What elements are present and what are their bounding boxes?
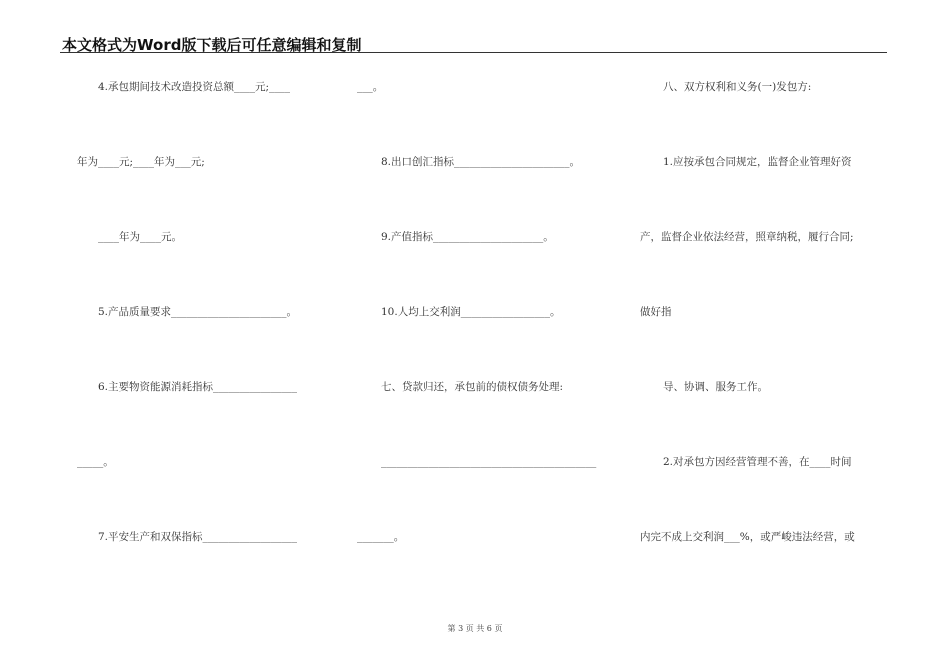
col1-line-safety-indicator: 7.平安生产和双保指标__________________ bbox=[98, 531, 298, 543]
col2-line-blank-end-2: _______。 bbox=[357, 531, 405, 543]
col2-line-blank-end: ___。 bbox=[357, 81, 384, 93]
col3-line-coordination: 导、协调、服务工作。 bbox=[663, 381, 768, 393]
document-header-title: 本文格式为Word版下载后可任意编辑和复制 bbox=[62, 36, 362, 54]
page-number-footer: 第 3 页 共 6 页 bbox=[447, 624, 503, 633]
col2-line-long-blank: _________________________________________ bbox=[381, 456, 597, 468]
col3-line-contract-supervision: 1.应按承包合同规定，监督企业管理好资 bbox=[663, 156, 852, 168]
col3-line-guidance: 做好指 bbox=[640, 306, 672, 318]
header-divider bbox=[60, 52, 887, 53]
col1-line-blank: _____。 bbox=[77, 456, 114, 468]
col1-line-quality-requirement: 5.产品质量要求______________________。 bbox=[98, 306, 298, 318]
col2-line-loan-repayment: 七、贷款归还，承包前的债权债务处理: bbox=[381, 381, 564, 393]
col2-line-profit-per-capita: 10.人均上交利润_________________。 bbox=[381, 306, 561, 318]
col3-line-poor-management: 2.对承包方因经营管理不善，在____时间 bbox=[663, 456, 852, 468]
col2-line-output-indicator: 9.产值指标_____________________。 bbox=[381, 231, 554, 243]
col2-line-export-indicator: 8.出口创汇指标______________________。 bbox=[381, 156, 581, 168]
col3-line-legal-operation: 产，监督企业依法经营，照章纳税，履行合同; bbox=[640, 231, 854, 243]
col3-line-profit-shortfall: 内完不成上交利润___%，或严峻违法经营，或 bbox=[640, 531, 855, 543]
col3-line-rights-obligations: 八、双方权利和义务(一)发包方: bbox=[663, 81, 812, 93]
col1-line-year-amount: ____年为____元。 bbox=[98, 231, 182, 243]
col1-line-investment-total: 4.承包期间技术改造投资总额____元;____ bbox=[98, 81, 291, 93]
col1-line-yearly-amounts: 年为____元;____年为___元; bbox=[77, 156, 205, 168]
col1-line-energy-consumption: 6.主要物资能源消耗指标________________ bbox=[98, 381, 298, 393]
